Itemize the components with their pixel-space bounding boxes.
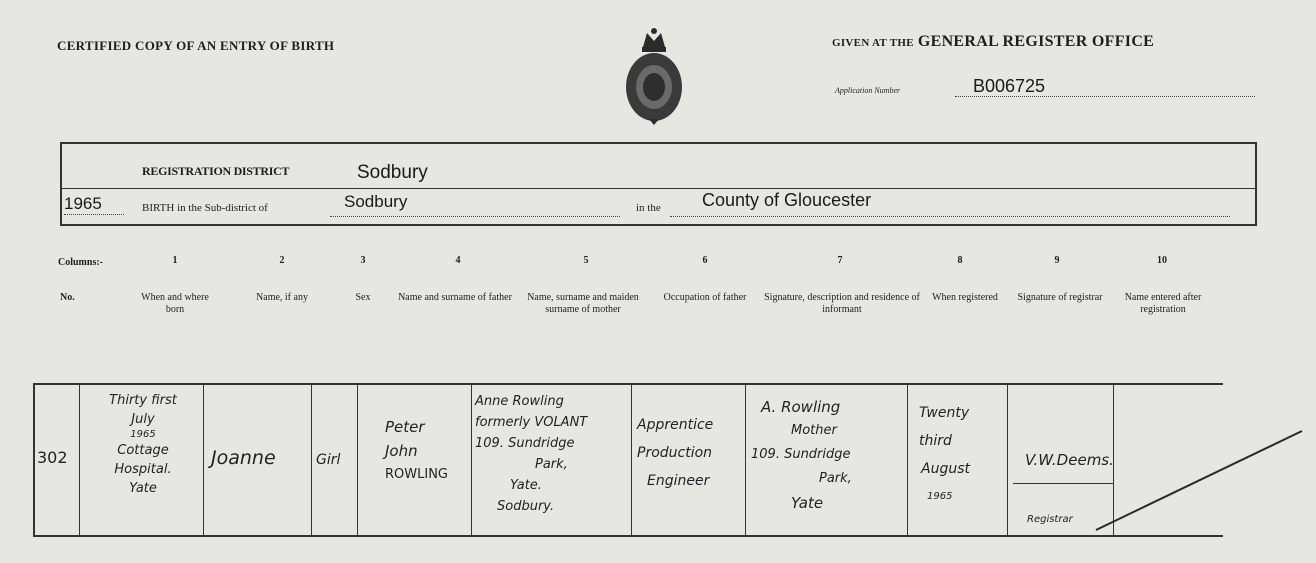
registered-year: 1965 <box>927 491 953 502</box>
col-divider <box>357 385 358 535</box>
mother-address-line-3: Yate. <box>510 478 542 493</box>
when-registered <box>913 399 1003 511</box>
registration-district-value: Sodbury <box>357 162 428 183</box>
occupation-line-1: Apprentice <box>637 417 714 433</box>
registrar-label: Registrar <box>1027 514 1073 525</box>
col-header-no: No. <box>60 292 75 303</box>
col-divider <box>311 385 312 535</box>
entry-row <box>33 383 1223 537</box>
mother-name: Anne Rowling <box>475 394 564 409</box>
col-header-6: Occupation of father <box>663 292 747 303</box>
registered-month: August <box>921 461 970 477</box>
registration-district-label: REGISTRATION DISTRICT <box>142 164 290 178</box>
col-divider <box>631 385 632 535</box>
informant-details <box>751 395 903 515</box>
informant-signature: A. Rowling <box>761 398 841 416</box>
col-number-2: 2 <box>279 255 285 266</box>
col-header-10: Name entered after registration <box>1124 292 1202 315</box>
col-number-7: 7 <box>837 255 843 266</box>
issuing-office <box>832 33 1154 51</box>
col-header-2: Name, if any <box>256 292 308 303</box>
child-sex: Girl <box>316 452 341 468</box>
col-divider <box>471 385 472 535</box>
birth-date-day: Thirty first <box>109 393 177 408</box>
informant-description: Mother <box>791 423 837 438</box>
col-header-1: When and where born <box>141 292 209 315</box>
registrar-signature: V.W.Deems. <box>1025 451 1114 469</box>
county-value: County of Gloucester <box>702 190 872 210</box>
father-occupation <box>637 411 741 495</box>
cancel-stroke <box>1090 425 1316 535</box>
father-middle-name: John <box>385 442 418 460</box>
birth-date-year: 1965 <box>130 429 156 440</box>
col-header-9: Signature of registrar <box>1017 292 1103 303</box>
given-at-label: GIVEN AT THE <box>832 37 914 49</box>
royal-crest-icon <box>623 25 685 125</box>
general-register-office: GENERAL REGISTER OFFICE <box>917 33 1155 50</box>
mother-maiden-name: formerly VOLANT <box>475 415 588 430</box>
informant-address-line-2: Park, <box>819 471 852 486</box>
informant-address-line-3: Yate <box>791 494 824 512</box>
registered-day-1: Twenty <box>919 405 970 421</box>
occupation-line-3: Engineer <box>647 473 710 489</box>
col-number-6: 6 <box>702 255 708 266</box>
column-headers <box>0 292 1316 352</box>
father-name <box>385 415 448 487</box>
district-box <box>60 142 1257 226</box>
birth-date-month: July <box>131 412 155 427</box>
application-number-row <box>835 76 1046 98</box>
child-name: Joanne <box>211 447 276 469</box>
application-number: B006725 <box>973 76 1046 96</box>
birth-place-line-2: Hospital. <box>114 462 172 477</box>
birth-place-line-3: Yate <box>129 481 157 496</box>
mother-address-line-1: 109. Sundridge <box>475 436 575 451</box>
occupation-line-2: Production <box>637 445 713 461</box>
col-header-7: Signature, description and residence of informant <box>764 292 920 315</box>
father-surname: ROWLING <box>385 467 448 482</box>
informant-address-line-1: 109. Sundridge <box>751 447 851 462</box>
when-where-born <box>87 391 199 498</box>
col-header-4: Name and surname of father <box>398 292 512 303</box>
col-header-3: Sex <box>355 292 371 303</box>
registered-day-2: third <box>919 433 952 449</box>
col-number-4: 4 <box>455 255 461 266</box>
col-divider <box>745 385 746 535</box>
col-number-1: 1 <box>172 255 178 266</box>
application-number-label: Application Number <box>835 86 901 95</box>
col-divider <box>1007 385 1008 535</box>
col-number-9: 9 <box>1054 255 1060 266</box>
birth-place-line-1: Cottage <box>117 443 169 458</box>
entry-number: 302 <box>37 448 68 467</box>
birth-year: 1965 <box>64 194 124 215</box>
col-number-8: 8 <box>957 255 963 266</box>
subdistrict-value: Sodbury <box>344 192 408 211</box>
col-divider <box>203 385 204 535</box>
col-header-5: Name, surname and maiden surname of mother <box>527 292 639 315</box>
mother-details <box>475 391 630 517</box>
col-divider <box>907 385 908 535</box>
mother-address-line-4: Sodbury. <box>497 499 555 514</box>
district-divider <box>62 188 1255 189</box>
in-the-label: in the <box>636 202 661 214</box>
birth-subdistrict-label: BIRTH in the Sub-district of <box>142 202 268 214</box>
col-header-8: When registered <box>932 292 998 303</box>
col-divider <box>79 385 80 535</box>
mother-address-line-2: Park, <box>535 457 568 472</box>
col-number-3: 3 <box>360 255 366 266</box>
col-number-10: 10 <box>1157 255 1167 266</box>
col-number-5: 5 <box>583 255 589 266</box>
column-numbers <box>0 255 1316 275</box>
certificate-title: CERTIFIED COPY OF AN ENTRY OF BIRTH <box>57 38 335 53</box>
columns-prefix: Columns:- <box>58 257 104 268</box>
father-first-name: Peter <box>385 418 425 436</box>
